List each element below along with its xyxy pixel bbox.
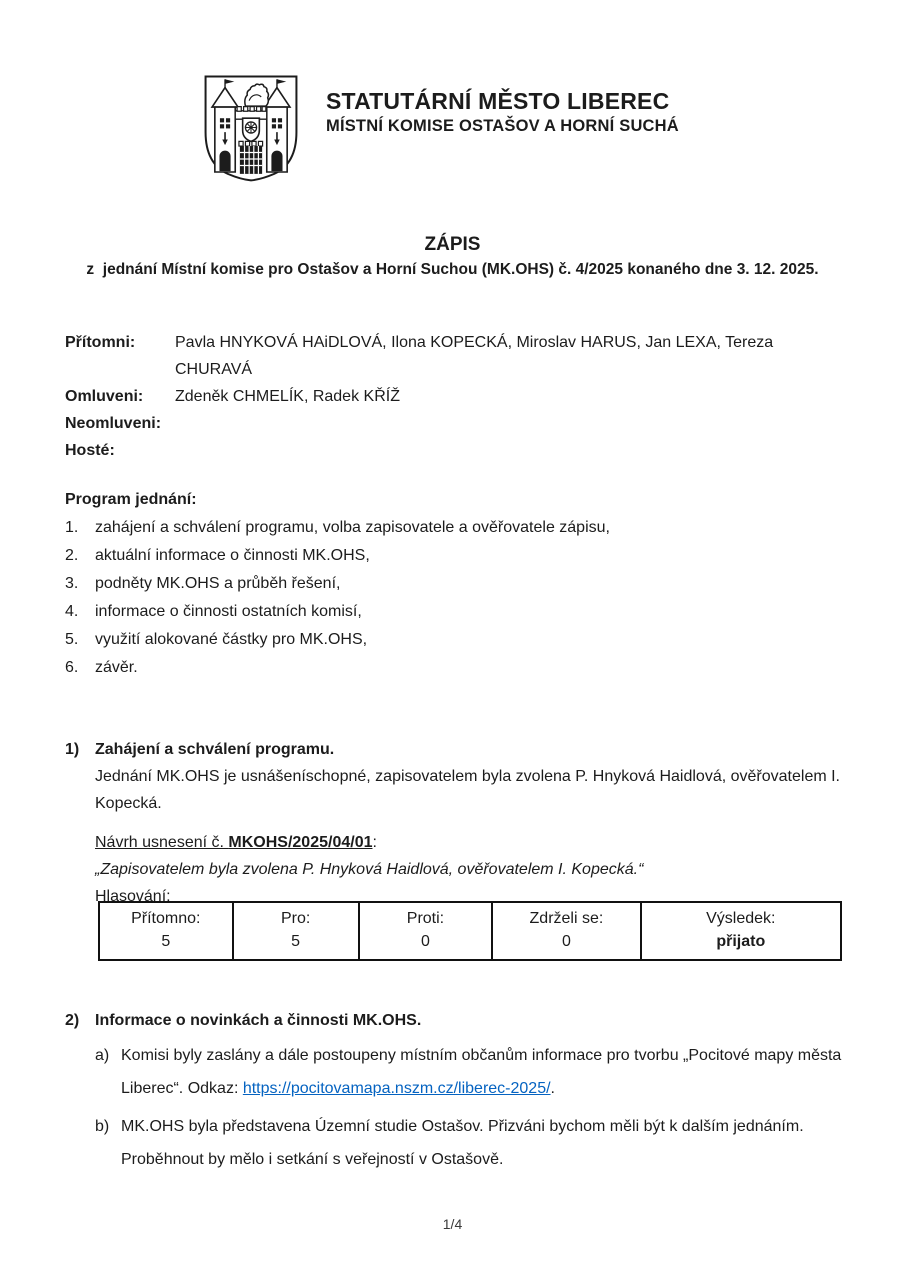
vote-label: Výsledek: [706,910,776,927]
pocitova-mapa-link[interactable]: https://pocitovamapa.nszm.cz/liberec-2025/ [242,1079,551,1097]
attendance-row-guests [65,437,845,464]
attendance-value: Zdeněk CHMELÍK, Radek KŘÍŽ [175,388,400,405]
item-a-text-after-link: . [550,1079,555,1097]
page-number: 1/4 [442,1216,463,1232]
agenda-item-text: aktuální informace o činnosti MK.OHS, [95,547,370,564]
agenda-item-number: 6. [65,659,79,676]
agenda-item-number: 4. [65,603,79,620]
agenda-item-number: 5. [65,631,79,648]
attendance-label: Hosté: [65,442,115,459]
agenda-item-text: využití alokované částky pro MK.OHS, [95,631,368,648]
section-1-title: Zahájení a schválení programu. [95,741,335,758]
section-2-item-a [95,1040,845,1105]
document-subtitle: z jednání Místní komise pro Ostašov a Horní Suchou (MK.OHS) č. 4/2025 konaného dne 3. 12. 2025. [86,261,819,278]
resolution-quote: „Zapisovatelem byla zvolena P. Hnyková Haidlová, ověřovatelem I. Kopecká.“ [95,861,644,878]
commission-name: MÍSTNÍ KOMISE OSTAŠOV A HORNÍ SUCHÁ [326,117,679,136]
attendance-label: Přítomni: [65,334,136,351]
document-title: ZÁPIS [424,234,481,255]
resolution-title-line [95,829,845,856]
agenda-item-text: zahájení a schválení programu, volba zapisovatele a ověřovatele zápisu, [95,519,610,536]
vote-value: 5 [161,933,171,950]
letterhead [200,70,679,185]
vote-cell-against [359,902,493,960]
vote-value: 0 [420,933,430,950]
vote-cell-present [99,902,233,960]
vote-label: Pro: [280,910,311,927]
attendance-label: Neomluveni: [65,415,162,432]
vote-label: Proti: [406,910,445,927]
vote-cell-result [641,902,841,960]
section-2 [65,1007,845,1176]
section-2-number: 2) [65,1012,80,1029]
vote-value: 5 [291,933,301,950]
attendance-row-unexcused [65,410,845,437]
vote-label: Přítomno: [131,910,201,927]
agenda-item-text: podněty MK.OHS a průběh řešení, [95,575,341,592]
agenda-item-text: závěr. [95,659,138,676]
agenda-item [65,654,845,682]
voting-table [98,901,842,961]
voting-label: Hlasování: [95,888,171,905]
attendance-row-excused [65,383,845,410]
agenda-item [65,626,845,654]
item-a-marker: a) [95,1047,110,1064]
vote-result-value: přijato [716,933,766,950]
agenda-item [65,514,845,542]
section-2-item-b [95,1111,845,1176]
agenda-section [65,486,845,682]
section-1-heading [65,736,845,763]
vote-label: Zdrželi se: [529,910,604,927]
attendance-section [65,329,845,464]
voting-table-wrap [98,901,842,961]
agenda-item [65,570,845,598]
resolution-label: Návrh usnesení č. [95,834,229,851]
section-2-title: Informace o novinkách a činnosti MK.OHS. [95,1012,422,1029]
item-a-text-before-link: Komisi byly zaslány a dále postoupeny místním občanům informace pro tvorbu „Pocitové mapy města Liberec“. Odkaz: [121,1047,842,1097]
organization-block [326,88,679,137]
agenda-item-number: 2. [65,547,79,564]
resolution-number: MKOHS/2025/04/01 [228,834,373,851]
item-a-text [121,1040,845,1105]
section-1-body: Jednání MK.OHS je usnášeníschopné, zapisovatelem byla zvolena P. Hnyková Haidlová, ověřovatelem I. Kopecká. [95,768,840,812]
section-2-heading [65,1007,845,1034]
agenda-item-number: 3. [65,575,79,592]
agenda-heading: Program jednání: [65,491,197,508]
organization-name: STATUTÁRNÍ MĚSTO LIBEREC [326,88,670,114]
agenda-item-text: informace o činnosti ostatních komisí, [95,603,362,620]
section-1 [65,736,845,817]
attendance-row-present [65,329,845,383]
attendance-label: Omluveni: [65,388,144,405]
agenda-item [65,598,845,626]
vote-value: 0 [561,933,571,950]
item-b-text: MK.OHS byla představena Územní studie Ostašov. Přizváni bychom měli být k dalším jednáním. Proběhnout by mělo i setkání s veřejností v Ostašově. [121,1118,804,1168]
vote-cell-for [233,902,359,960]
agenda-item [65,542,845,570]
resolution-block [95,829,845,910]
attendance-value: Pavla HNYKOVÁ HAiDLOVÁ, Ilona KOPECKÁ, Miroslav HARUS, Jan LEXA, Tereza CHURAVÁ [175,334,774,378]
resolution-colon: : [372,834,377,851]
liberec-coat-of-arms-icon [200,70,302,185]
section-1-number: 1) [65,741,80,758]
item-b-marker: b) [95,1118,110,1135]
vote-cell-abstained [492,902,640,960]
agenda-item-number: 1. [65,519,79,536]
